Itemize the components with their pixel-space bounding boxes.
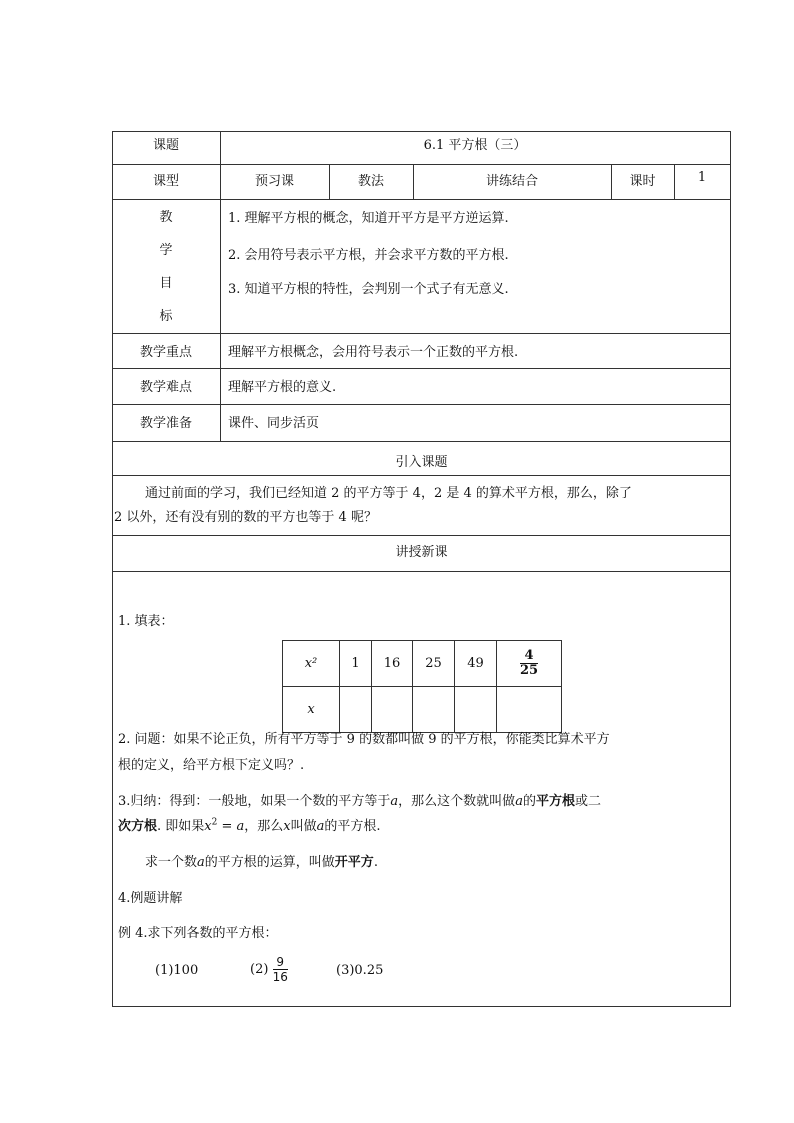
row-divider bbox=[112, 441, 731, 442]
row-divider bbox=[112, 368, 731, 369]
row-divider bbox=[112, 571, 731, 572]
example-part-1: (1)100 bbox=[155, 963, 199, 978]
example-part-label: (2) bbox=[250, 962, 269, 977]
row-divider bbox=[112, 535, 731, 536]
equation-lhs: x bbox=[204, 819, 212, 834]
objectives-label-char: 标 bbox=[159, 309, 173, 324]
objectives-label-char: 目 bbox=[159, 276, 173, 291]
prep-label: 教学准备 bbox=[139, 416, 192, 431]
equation-exponent: 2 bbox=[211, 817, 218, 828]
intro-line: 通过前面的学习，我们已经知道 2 的平方等于 4，2 是 4 的算术平方根，那么，除了 bbox=[145, 486, 632, 501]
table-cell-empty[interactable] bbox=[455, 687, 497, 733]
fraction-denominator: 16 bbox=[272, 970, 288, 984]
question-line: 根的定义，给平方根下定义吗？. bbox=[118, 758, 305, 773]
row-divider bbox=[112, 404, 731, 405]
summary-text: 的平方根. bbox=[324, 819, 381, 834]
fill-table-prompt: 1. 填表： bbox=[118, 614, 174, 629]
row-divider bbox=[112, 475, 731, 476]
table-cell-empty[interactable] bbox=[340, 687, 372, 733]
period-label: 课时 bbox=[629, 174, 656, 189]
term-second-root: 次方根 bbox=[118, 819, 158, 834]
var-a: a bbox=[515, 794, 523, 809]
equation-rhs: = a bbox=[217, 819, 245, 834]
summary-text: 叫做 bbox=[290, 819, 317, 834]
var-a: a bbox=[197, 855, 205, 870]
table-cell: 25 bbox=[413, 641, 455, 687]
fraction-numerator: 4 bbox=[520, 649, 538, 664]
table-cell-empty[interactable] bbox=[372, 687, 413, 733]
examples-heading: 4.例题讲解 bbox=[118, 891, 183, 906]
objective-item: 1. 理解平方根的概念，知道开平方是平方逆运算. bbox=[228, 211, 509, 226]
definition-line bbox=[145, 851, 378, 870]
objective-item: 2. 会用符号表示平方根，并会求平方数的平方根. bbox=[228, 248, 509, 263]
table-cell-empty[interactable] bbox=[413, 687, 455, 733]
question-line: 2. 问题：如果不论正负，所有平方等于 9 的数都叫做 9 的平方根，你能类比算术平方 bbox=[118, 732, 610, 747]
var-a: a bbox=[390, 794, 399, 809]
lesson-type-value: 预习课 bbox=[254, 174, 294, 189]
summary-text: 的 bbox=[522, 794, 536, 809]
table-head-x: x bbox=[283, 687, 340, 733]
row-divider bbox=[112, 333, 731, 334]
prep-value: 课件、同步活页 bbox=[228, 416, 320, 431]
topic-value: 6.1 平方根（三） bbox=[423, 138, 527, 153]
table-cell: 1 bbox=[340, 641, 372, 687]
focus-value: 理解平方根概念，会用符号表示一个正数的平方根. bbox=[228, 345, 519, 360]
fraction-numerator: 9 bbox=[273, 955, 288, 970]
row-divider bbox=[112, 199, 731, 200]
objective-item: 3. 知道平方根的特性，会判别一个式子有无意义. bbox=[228, 282, 509, 297]
table-border-left bbox=[112, 131, 113, 1006]
fraction bbox=[520, 649, 538, 678]
table-cell: 16 bbox=[372, 641, 413, 687]
term-square-root: 平方根 bbox=[535, 794, 575, 809]
summary-text: 或二 bbox=[574, 794, 601, 809]
table-border-top bbox=[112, 131, 731, 132]
objectives-label-char: 学 bbox=[159, 243, 173, 258]
summary-line-1 bbox=[118, 790, 601, 809]
definition-text: . bbox=[373, 855, 378, 870]
table-cell-fraction bbox=[497, 641, 562, 687]
fill-in-table bbox=[282, 640, 562, 733]
table-cell: 49 bbox=[455, 641, 497, 687]
example-part-3: (3)0.25 bbox=[336, 963, 384, 978]
table-head-x-squared: x² bbox=[283, 641, 340, 687]
table-cell-empty[interactable] bbox=[497, 687, 562, 733]
fraction bbox=[273, 955, 288, 984]
var-a: a bbox=[316, 819, 325, 834]
definition-text: 求一个数 bbox=[145, 855, 198, 870]
table-border-right bbox=[730, 131, 731, 1006]
lecture-heading: 讲授新课 bbox=[395, 545, 448, 560]
summary-text: ，那么 bbox=[244, 819, 284, 834]
focus-label: 教学重点 bbox=[139, 345, 192, 360]
intro-line: 2 以外，还有没有别的数的平方也等于 4 呢？ bbox=[114, 510, 377, 525]
row-divider bbox=[112, 164, 731, 165]
difficulty-value: 理解平方根的意义. bbox=[228, 380, 337, 395]
summary-text: 3.归纳：得到：一般地，如果一个数的平方等于 bbox=[118, 794, 391, 809]
topic-label: 课题 bbox=[152, 138, 179, 153]
objectives-label-char: 教 bbox=[159, 210, 173, 225]
method-label: 教法 bbox=[357, 174, 384, 189]
summary-text: . 即如果 bbox=[157, 819, 205, 834]
lesson-type-label: 课型 bbox=[152, 174, 179, 189]
term-extract-root: 开平方 bbox=[334, 855, 374, 870]
example-part-2 bbox=[250, 955, 288, 984]
intro-heading: 引入课题 bbox=[395, 455, 448, 470]
summary-text: ，那么这个数就叫做 bbox=[398, 794, 516, 809]
var-x: x bbox=[283, 819, 291, 834]
fraction-denominator: 25 bbox=[519, 663, 539, 678]
definition-text: 的平方根的运算，叫做 bbox=[204, 855, 335, 870]
example-prompt: 例 4.求下列各数的平方根： bbox=[118, 926, 278, 941]
period-value: 1 bbox=[697, 170, 707, 185]
table-border-bottom bbox=[112, 1006, 731, 1007]
difficulty-label: 教学难点 bbox=[139, 380, 192, 395]
summary-line-2 bbox=[118, 815, 381, 834]
method-value: 讲练结合 bbox=[485, 174, 538, 189]
